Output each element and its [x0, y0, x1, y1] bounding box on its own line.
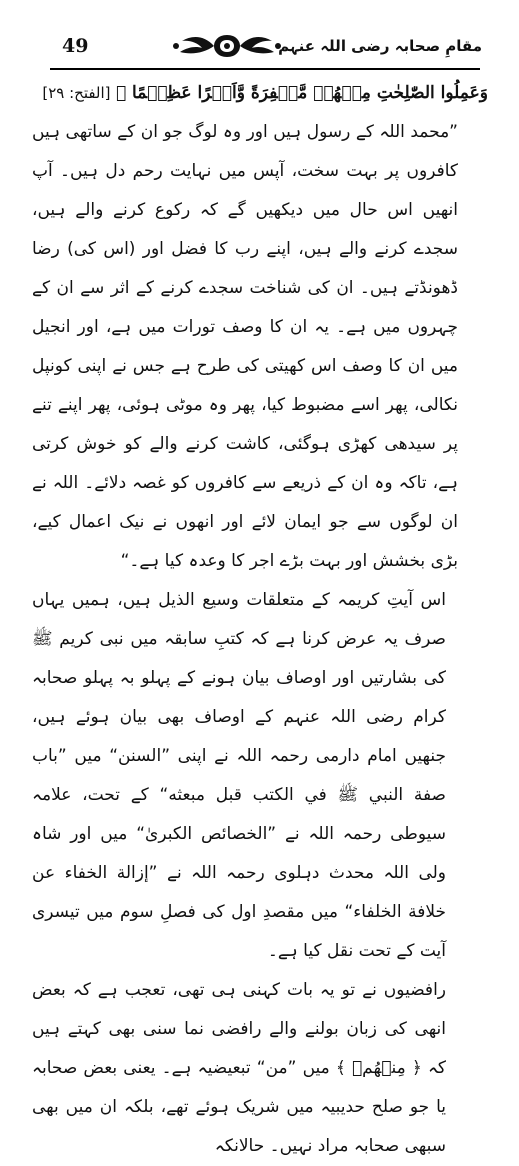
paragraph: رافضیوں نے تو یہ بات کہنی ہی تھی، تعجب ہے کہ بعض انھی کی زبان بولنے والے رافضی نما سنی بھی کہتے ہیں کہ ﴿ مِنۡهُمۡ ﴾ میں ”من“ تبعیضیہ ہے۔ یعنی بعض صحابہ یا جو صلح حدیبیہ میں شریک ہوئے تھے، بلکہ ان میں بھی سبھی صحابہ مراد نہیں۔ حالانکہ [32, 980, 446, 1156]
verse-reference: [الفتح: ۲۹] [42, 84, 111, 102]
page-number: 49 [62, 35, 89, 57]
paragraph: اس آیتِ کریمہ کے متعلقات وسیع الذیل ہیں، ہمیں یہاں صرف یہ عرض کرنا ہے کہ کتبِ سابقہ میں نبی کریم ﷺ کی بشارتیں اور اوصاف بیان ہونے کے پہلو بہ پہلو صحابہ کرام رضی اللہ عنہم کے اوصاف بھی بیان ہوئے ہیں، جنھیں امام دارمی رحمہ اللہ نے اپنی ”السنن“ میں ”باب صفة النبي ﷺ في الكتب قبل مبعثه“ کے تحت، علامہ سیوطی رحمہ اللہ نے ”الخصائص الكبرىٰ“ میں اور شاہ ولی اللہ محدث دہلوی رحمہ اللہ نے ”إزالة الخفاء عن خلافة الخلفاء“ میں مقصدِ اول کی فصلِ سوم میں تیسری آیت کے تحت نقل کیا ہے۔ [32, 590, 446, 961]
page-header [62, 26, 482, 66]
floral-ornament-icon [168, 31, 286, 61]
page-body [32, 74, 488, 1156]
verse-translation: ”محمد اللہ کے رسول ہیں اور وہ لوگ جو ان کے ساتھی ہیں کافروں پر بہت سخت، آپس میں نہایت رحم دل ہیں۔ آپ انھیں اس حال میں دیکھیں گے کہ رکوع کرنے والے ہیں، سجدے کرنے والے ہیں، اپنے رب کا فضل اور (اس کی) رضا ڈھونڈتے ہیں۔ ان کی شناخت سجدے کرنے کے اثر سے ان کے چہروں میں ہے۔ یہ ان کا وصف تورات میں ہے، اور انجیل میں ان کا وصف اس کھیتی کی طرح ہے جس نے اپنی کونپل نکالی، پھر اسے مضبوط کیا، پھر وہ موٹی ہوئی، پھر اپنے تنے پر سیدھی کھڑی ہوگئی، کاشت کرنے والے کو خوش کرتی ہے، تاکہ وہ ان کے ذریعے سے کافروں کو غصہ دلائے۔ اللہ نے ان لوگوں سے جو ایمان لائے اور انھوں نے نیک اعمال کیے، بڑی بخشش اور بہت بڑے اجر کا وعدہ کیا ہے۔“ [32, 122, 458, 571]
header-divider [50, 68, 480, 70]
verse-arabic: وَعَمِلُوا الصّٰلِحٰتِ مِنۡهُمۡ مَّغۡفِرَةً وَّاَجۡرًا عَظِيۡمًا ﴾ [115, 83, 488, 103]
running-title: مقامِ صحابہ رضی اللہ عنہم [278, 37, 482, 55]
quran-verse [32, 74, 488, 113]
